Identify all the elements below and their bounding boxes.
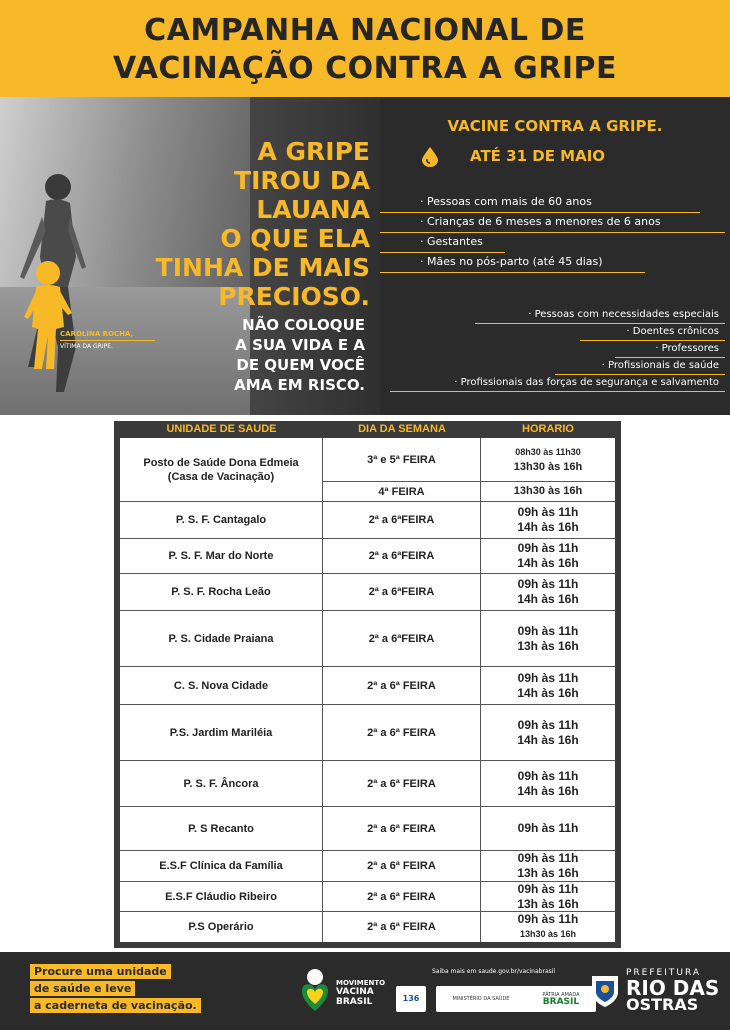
table-row [120, 611, 615, 667]
table-row [120, 761, 615, 807]
time-range: 14h às 16h [517, 520, 579, 534]
table-body [120, 438, 615, 942]
time-range: 09h às 11h [517, 623, 579, 638]
cta-line: a caderneta de vacinação. [30, 998, 201, 1013]
unit-cell: E.S.F Cláudio Ribeiro [120, 882, 323, 911]
day-cell: 2ª a 6ª FEIRA [323, 705, 481, 760]
extra-group-item: · Pessoas com necessidades especiais [475, 307, 725, 324]
time-range: 14h às 16h [517, 685, 579, 700]
day-cell: 2ª a 6ª FEIRA [323, 761, 481, 806]
time-range: 14h às 16h [517, 556, 579, 570]
subhead-line: AMA EM RISCO. [234, 376, 365, 394]
day-cell: 2ª a 6ª FEIRA [323, 667, 481, 704]
brasil-label: BRASIL [542, 996, 580, 1007]
unit-cell: P. S Recanto [120, 807, 323, 850]
day-cell: 3ª e 5ª FEIRA [323, 438, 481, 481]
priority-group-item: · Gestantes [380, 233, 505, 253]
table-row [120, 912, 615, 942]
headline-line: A GRIPE [257, 137, 370, 166]
disque-saude-logo: 136 [396, 986, 426, 1012]
day-cell: 2ª a 6ª FEIRA [323, 851, 481, 881]
table-header [120, 421, 615, 438]
time-cell [481, 667, 615, 704]
unit-cell: P. S. F. Cantagalo [120, 502, 323, 538]
time-range: 14h às 16h [517, 592, 579, 606]
priority-group-item: · Pessoas com mais de 60 anos [380, 193, 700, 213]
time-cell [481, 761, 615, 806]
time-range: 14h às 16h [517, 783, 579, 798]
time-range: 09h às 11h [517, 768, 579, 783]
time-cell [481, 851, 615, 881]
header-unit: UNIDADE DE SAUDE [166, 423, 277, 435]
priority-group-item: · Mães no pós-parto (até 45 dias) [380, 253, 645, 273]
table-row [120, 851, 615, 882]
cta-line: Procure uma unidade [30, 964, 171, 979]
time-cell [481, 502, 615, 538]
subhead-line: A SUA VIDA E A [235, 336, 365, 354]
ministry-label: MINISTÉRIO DA SAÚDE [452, 996, 510, 1002]
time-range: 09h às 11h [517, 541, 579, 555]
city-name-line2: OSTRAS [626, 995, 699, 1014]
victim-caption [60, 330, 155, 350]
hero-headline [122, 137, 370, 311]
time-cell: 13h30 às 16h [513, 485, 583, 497]
time-cell [481, 539, 615, 573]
time-range: 09h às 11h [517, 821, 579, 835]
patria-label: PÁTRIA AMADA [542, 991, 580, 998]
headline-line: O QUE ELA [220, 224, 370, 253]
vacine-title: VACINE CONTRA A GRIPE. [447, 117, 663, 135]
cta-line: de saúde e leve [30, 981, 135, 996]
time-range: 13h às 16h [517, 896, 579, 911]
child-silhouette [18, 257, 78, 377]
headline-line: TIROU DA [234, 166, 370, 195]
city-shield-icon [590, 972, 620, 1008]
time-range: 09h às 11h [517, 912, 579, 926]
unit-cell: P. S. Cidade Praiana [120, 611, 323, 666]
subhead-line: DE QUEM VOCÊ [236, 356, 365, 374]
table-row [120, 807, 615, 851]
campaign-header [0, 0, 730, 97]
day-cell: 2ª a 6ªFEIRA [323, 539, 481, 573]
unit-cell: P.S. Jardim Mariléia [120, 705, 323, 760]
time-cell [481, 611, 615, 666]
unit-cell: P.S Operário [120, 912, 323, 942]
day-cell: 2ª a 6ªFEIRA [323, 574, 481, 610]
hero-subhead [190, 315, 365, 395]
call-to-action [30, 964, 201, 1015]
campaign-info-panel [380, 97, 730, 415]
time-range: 09h às 11h [517, 881, 579, 896]
headline-line: PRECIOSO. [218, 282, 370, 311]
unit-cell: P. S. F. Mar do Norte [120, 539, 323, 573]
time-cell: 08h30 às 11h30 13h30 às 16h [513, 446, 583, 473]
priority-group-item: · Crianças de 6 meses a menores de 6 anos [380, 213, 725, 233]
time-cell [481, 912, 615, 942]
unit-cell: P. S. F. Âncora [120, 761, 323, 806]
prefeitura-label: PREFEITURA [626, 968, 702, 978]
subhead-line: NÃO COLOQUE [242, 316, 365, 334]
time-cell [481, 807, 615, 850]
unit-cell: C. S. Nova Cidade [120, 667, 323, 704]
victim-description: VÍTIMA DA GRIPE. [60, 343, 113, 350]
table-row [120, 705, 615, 761]
victim-name: CAROLINA ROCHA, [60, 330, 155, 341]
header-time: HORARIO [522, 423, 574, 435]
time-cell [481, 574, 615, 610]
table-row [120, 502, 615, 539]
headline-line: TINHA DE MAIS [155, 253, 370, 282]
time-range: 14h às 16h [517, 732, 579, 747]
headline-line: LAUANA [256, 195, 370, 224]
day-cell: 2ª a 6ª FEIRA [323, 882, 481, 911]
hero-banner [0, 97, 730, 415]
time-range: 09h às 11h [517, 505, 579, 519]
footer-bar [0, 952, 730, 1030]
time-range: 13h às 16h [517, 638, 579, 653]
prefeitura-logo [590, 968, 720, 1018]
unit-cell: P. S. F. Rocha Leão [120, 574, 323, 610]
campaign-deadline: ATÉ 31 DE MAIO [470, 147, 606, 165]
table-row [120, 882, 615, 912]
extra-group-item: · Doentes crônicos [580, 324, 725, 341]
header-title-line1: CAMPANHA NACIONAL DE [144, 13, 586, 48]
extra-group-item: · Profissionais de saúde [555, 358, 725, 375]
day-cell: 4ª FEIRA [323, 482, 481, 501]
header-title-line2: VACINAÇÃO CONTRA A GRIPE [113, 51, 617, 86]
table-row [120, 574, 615, 611]
time-range: 09h às 11h [517, 717, 579, 732]
day-cell: 2ª a 6ª FEIRA [323, 807, 481, 850]
extra-groups-list [380, 307, 725, 392]
extra-group-item: · Profissionais das forças de segurança e salvamento [390, 375, 725, 392]
government-logos [436, 986, 596, 1012]
city-name-line1: RIO DAS [626, 976, 720, 1000]
drop-icon [422, 147, 438, 167]
priority-groups-list [380, 193, 725, 273]
day-cell: 2ª a 6ªFEIRA [323, 611, 481, 666]
time-cell [481, 882, 615, 911]
time-range: 09h às 11h [517, 851, 579, 865]
extra-group-item: · Professores [615, 341, 725, 358]
info-website[interactable]: Saiba mais em saude.gov.br/vacinabrasil [432, 968, 556, 975]
table-row [120, 667, 615, 705]
table-row [120, 539, 615, 574]
movimento-vacina-brasil-logo: MOVIMENTO VACINA BRASIL [296, 967, 386, 1015]
day-cell: 2ª a 6ª FEIRA [323, 912, 481, 942]
vaccination-schedule-table [114, 421, 621, 948]
table-row [120, 438, 615, 502]
header-day: DIA DA SEMANA [358, 423, 446, 435]
time-range: 09h às 11h [517, 670, 579, 685]
time-range: 09h às 11h [517, 577, 579, 591]
time-range: 13h às 16h [517, 866, 579, 880]
day-cell: 2ª a 6ªFEIRA [323, 502, 481, 538]
time-cell [481, 705, 615, 760]
unit-cell: E.S.F Clínica da Família [120, 851, 323, 881]
unit-cell: Posto de Saúde Dona Edmeia (Casa de Vacinação) [120, 438, 323, 501]
time-range: 13h30 às 16h [519, 929, 577, 939]
heart-badge-icon [296, 967, 334, 1015]
